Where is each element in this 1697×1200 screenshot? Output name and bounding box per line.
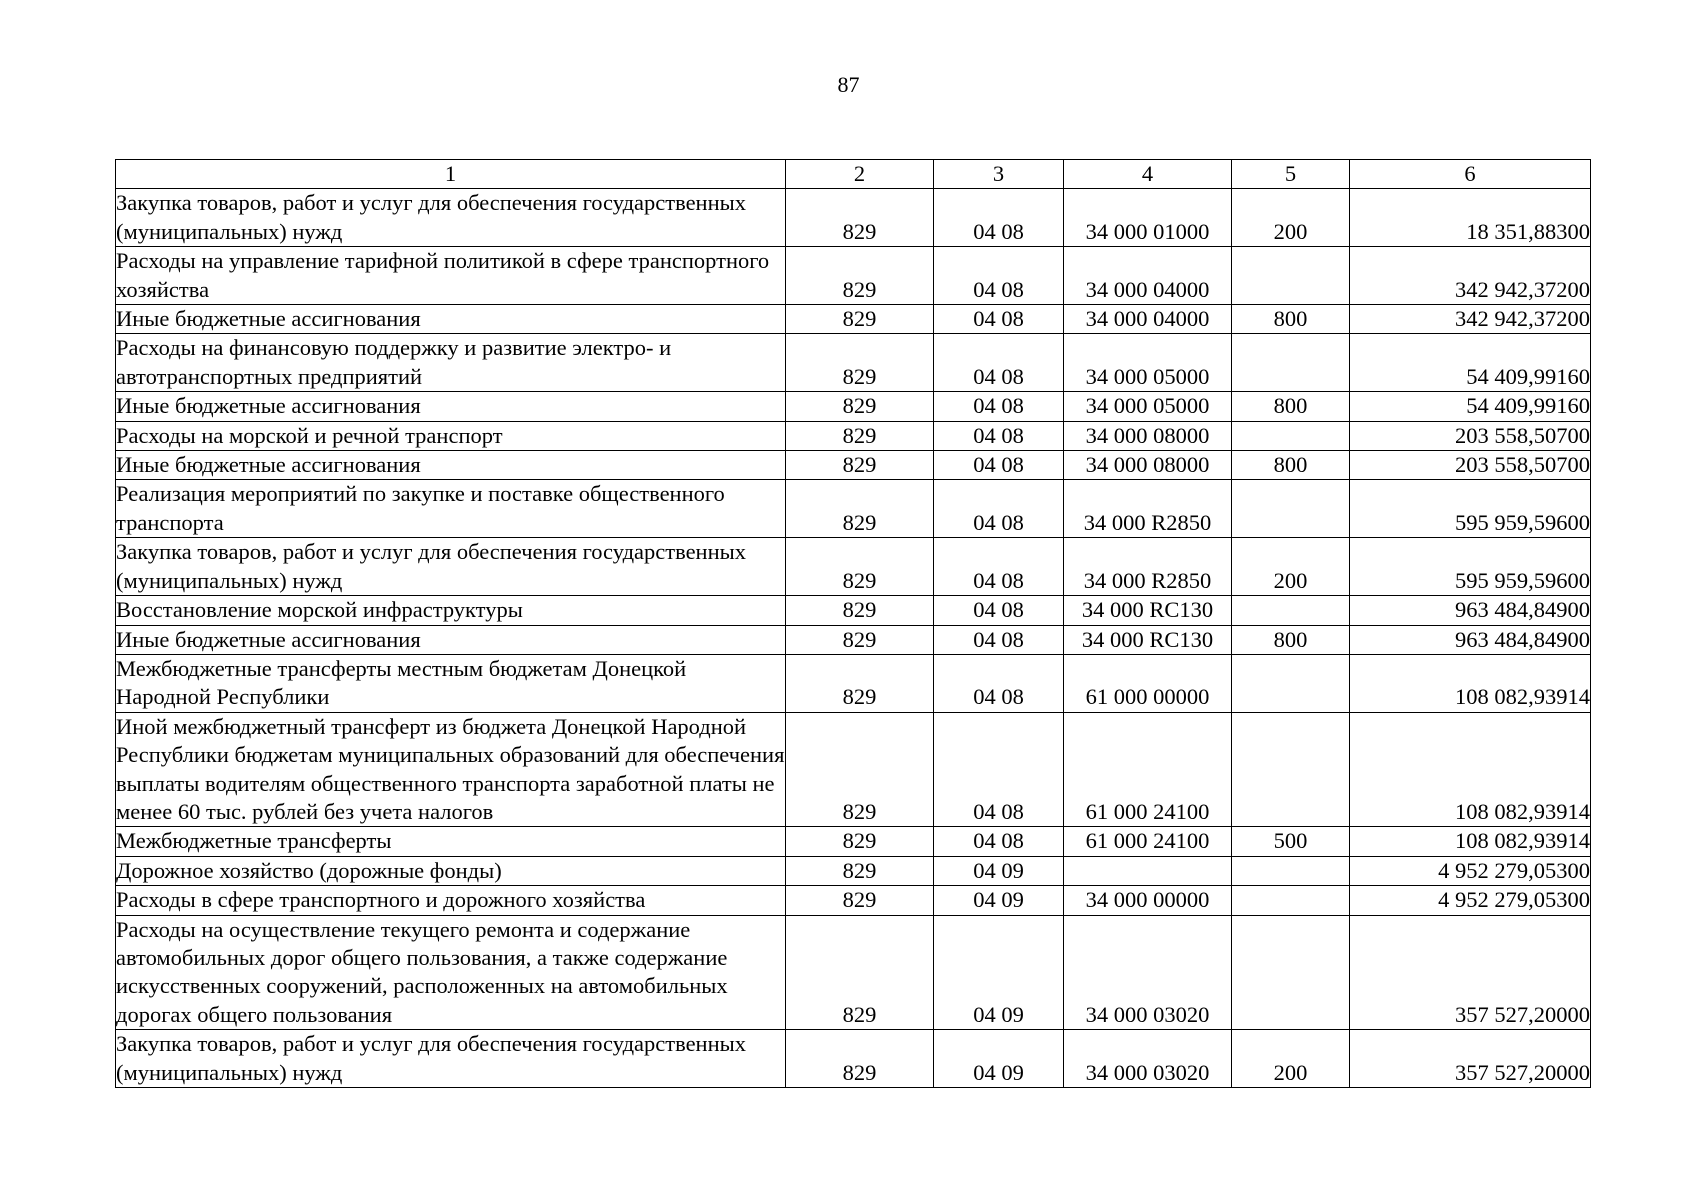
row-article: 34 000 R2850 (1064, 538, 1232, 596)
row-name: Расходы на осуществление текущего ремонта и содержание автомобильных дорог общего пользования, а также содержание искусственных сооружений, расположенных на автомобильных дорогах общего пользования (116, 915, 786, 1030)
row-section: 04 08 (934, 421, 1064, 450)
row-section: 04 09 (934, 856, 1064, 885)
row-article: 34 000 08000 (1064, 451, 1232, 480)
row-code: 829 (786, 305, 934, 334)
header-cell-3: 3 (934, 160, 1064, 189)
row-section: 04 08 (934, 189, 1064, 247)
row-code: 829 (786, 538, 934, 596)
row-expense-type (1232, 886, 1350, 915)
row-expense-type: 800 (1232, 305, 1350, 334)
row-expense-type (1232, 915, 1350, 1030)
row-amount: 203 558,50700 (1350, 421, 1591, 450)
header-cell-6: 6 (1350, 160, 1591, 189)
row-name: Восстановление морской инфраструктуры (116, 596, 786, 625)
row-section: 04 08 (934, 334, 1064, 392)
table-row (116, 392, 1591, 421)
table-row (116, 856, 1591, 885)
row-article: 34 000 04000 (1064, 305, 1232, 334)
row-article: 34 000 03020 (1064, 1030, 1232, 1088)
row-amount: 108 082,93914 (1350, 712, 1591, 827)
row-article: 34 000 RC130 (1064, 596, 1232, 625)
table-row (116, 421, 1591, 450)
table-row (116, 451, 1591, 480)
header-row (116, 160, 1591, 189)
row-name: Реализация мероприятий по закупке и поставке общественного транспорта (116, 480, 786, 538)
table-body (116, 189, 1591, 1088)
row-amount: 4 952 279,05300 (1350, 886, 1591, 915)
row-section: 04 08 (934, 625, 1064, 654)
row-section: 04 08 (934, 451, 1064, 480)
table-row (116, 886, 1591, 915)
row-name: Закупка товаров, работ и услуг для обеспечения государственных (муниципальных) нужд (116, 1030, 786, 1088)
row-code: 829 (786, 915, 934, 1030)
row-expense-type (1232, 421, 1350, 450)
row-section: 04 08 (934, 827, 1064, 856)
row-code: 829 (786, 421, 934, 450)
row-code: 829 (786, 334, 934, 392)
row-article (1064, 856, 1232, 885)
row-expense-type: 800 (1232, 451, 1350, 480)
table-row (116, 480, 1591, 538)
row-expense-type (1232, 596, 1350, 625)
row-amount: 18 351,88300 (1350, 189, 1591, 247)
row-article: 34 000 05000 (1064, 334, 1232, 392)
row-expense-type: 500 (1232, 827, 1350, 856)
table-row (116, 1030, 1591, 1088)
row-expense-type: 200 (1232, 189, 1350, 247)
header-cell-5: 5 (1232, 160, 1350, 189)
row-amount: 963 484,84900 (1350, 596, 1591, 625)
row-section: 04 08 (934, 596, 1064, 625)
row-section: 04 08 (934, 480, 1064, 538)
row-article: 34 000 05000 (1064, 392, 1232, 421)
row-section: 04 09 (934, 1030, 1064, 1088)
row-section: 04 09 (934, 915, 1064, 1030)
header-cell-2: 2 (786, 160, 934, 189)
row-name: Иные бюджетные ассигнования (116, 625, 786, 654)
row-name: Межбюджетные трансферты местным бюджетам Донецкой Народной Республики (116, 654, 786, 712)
table-row (116, 247, 1591, 305)
row-expense-type: 800 (1232, 625, 1350, 654)
table-row (116, 334, 1591, 392)
row-amount: 357 527,20000 (1350, 915, 1591, 1030)
row-code: 829 (786, 827, 934, 856)
table-row (116, 915, 1591, 1030)
row-code: 829 (786, 625, 934, 654)
table-row (116, 596, 1591, 625)
row-section: 04 08 (934, 712, 1064, 827)
header-cell-1: 1 (116, 160, 786, 189)
header-cell-4: 4 (1064, 160, 1232, 189)
row-expense-type: 200 (1232, 538, 1350, 596)
row-amount: 203 558,50700 (1350, 451, 1591, 480)
row-name: Дорожное хозяйство (дорожные фонды) (116, 856, 786, 885)
row-article: 34 000 08000 (1064, 421, 1232, 450)
table-row (116, 189, 1591, 247)
row-code: 829 (786, 1030, 934, 1088)
row-expense-type (1232, 247, 1350, 305)
row-name: Иные бюджетные ассигнования (116, 392, 786, 421)
table-row (116, 625, 1591, 654)
row-code: 829 (786, 712, 934, 827)
row-article: 61 000 24100 (1064, 827, 1232, 856)
row-code: 829 (786, 856, 934, 885)
row-article: 61 000 24100 (1064, 712, 1232, 827)
row-amount: 108 082,93914 (1350, 827, 1591, 856)
row-amount: 108 082,93914 (1350, 654, 1591, 712)
row-name: Расходы на управление тарифной политикой в сфере транспортного хозяйства (116, 247, 786, 305)
row-name: Расходы на морской и речной транспорт (116, 421, 786, 450)
row-amount: 595 959,59600 (1350, 538, 1591, 596)
row-amount: 963 484,84900 (1350, 625, 1591, 654)
row-name: Иные бюджетные ассигнования (116, 305, 786, 334)
row-code: 829 (786, 247, 934, 305)
table-row (116, 305, 1591, 334)
row-expense-type (1232, 856, 1350, 885)
row-section: 04 09 (934, 886, 1064, 915)
row-expense-type (1232, 712, 1350, 827)
row-code: 829 (786, 596, 934, 625)
row-article: 34 000 01000 (1064, 189, 1232, 247)
row-code: 829 (786, 189, 934, 247)
row-name: Закупка товаров, работ и услуг для обеспечения государственных (муниципальных) нужд (116, 538, 786, 596)
row-article: 61 000 00000 (1064, 654, 1232, 712)
row-section: 04 08 (934, 247, 1064, 305)
row-name: Межбюджетные трансферты (116, 827, 786, 856)
row-amount: 342 942,37200 (1350, 305, 1591, 334)
row-code: 829 (786, 654, 934, 712)
row-expense-type: 800 (1232, 392, 1350, 421)
row-name: Расходы на финансовую поддержку и развитие электро- и автотранспортных предприятий (116, 334, 786, 392)
row-amount: 357 527,20000 (1350, 1030, 1591, 1088)
row-amount: 595 959,59600 (1350, 480, 1591, 538)
row-amount: 342 942,37200 (1350, 247, 1591, 305)
row-amount: 4 952 279,05300 (1350, 856, 1591, 885)
row-name: Закупка товаров, работ и услуг для обеспечения государственных (муниципальных) нужд (116, 189, 786, 247)
row-code: 829 (786, 886, 934, 915)
row-expense-type (1232, 334, 1350, 392)
row-section: 04 08 (934, 305, 1064, 334)
row-amount: 54 409,99160 (1350, 392, 1591, 421)
row-article: 34 000 RC130 (1064, 625, 1232, 654)
budget-table (115, 159, 1591, 1088)
page-number: 87 (837, 72, 860, 97)
table-row (116, 827, 1591, 856)
table-row (116, 654, 1591, 712)
row-article: 34 000 00000 (1064, 886, 1232, 915)
table-row (116, 538, 1591, 596)
row-expense-type: 200 (1232, 1030, 1350, 1088)
row-name: Расходы в сфере транспортного и дорожного хозяйства (116, 886, 786, 915)
row-name: Иной межбюджетный трансферт из бюджета Донецкой Народной Республики бюджетам муниципальных образований для обеспечения выплаты водителям общественного транспорта заработной платы не менее 60 тыс. рублей без учета налогов (116, 712, 786, 827)
row-section: 04 08 (934, 538, 1064, 596)
row-section: 04 08 (934, 392, 1064, 421)
row-expense-type (1232, 654, 1350, 712)
row-section: 04 08 (934, 654, 1064, 712)
row-article: 34 000 R2850 (1064, 480, 1232, 538)
row-article: 34 000 03020 (1064, 915, 1232, 1030)
table-row (116, 712, 1591, 827)
row-name: Иные бюджетные ассигнования (116, 451, 786, 480)
row-article: 34 000 04000 (1064, 247, 1232, 305)
row-code: 829 (786, 480, 934, 538)
row-code: 829 (786, 451, 934, 480)
row-amount: 54 409,99160 (1350, 334, 1591, 392)
row-expense-type (1232, 480, 1350, 538)
row-code: 829 (786, 392, 934, 421)
